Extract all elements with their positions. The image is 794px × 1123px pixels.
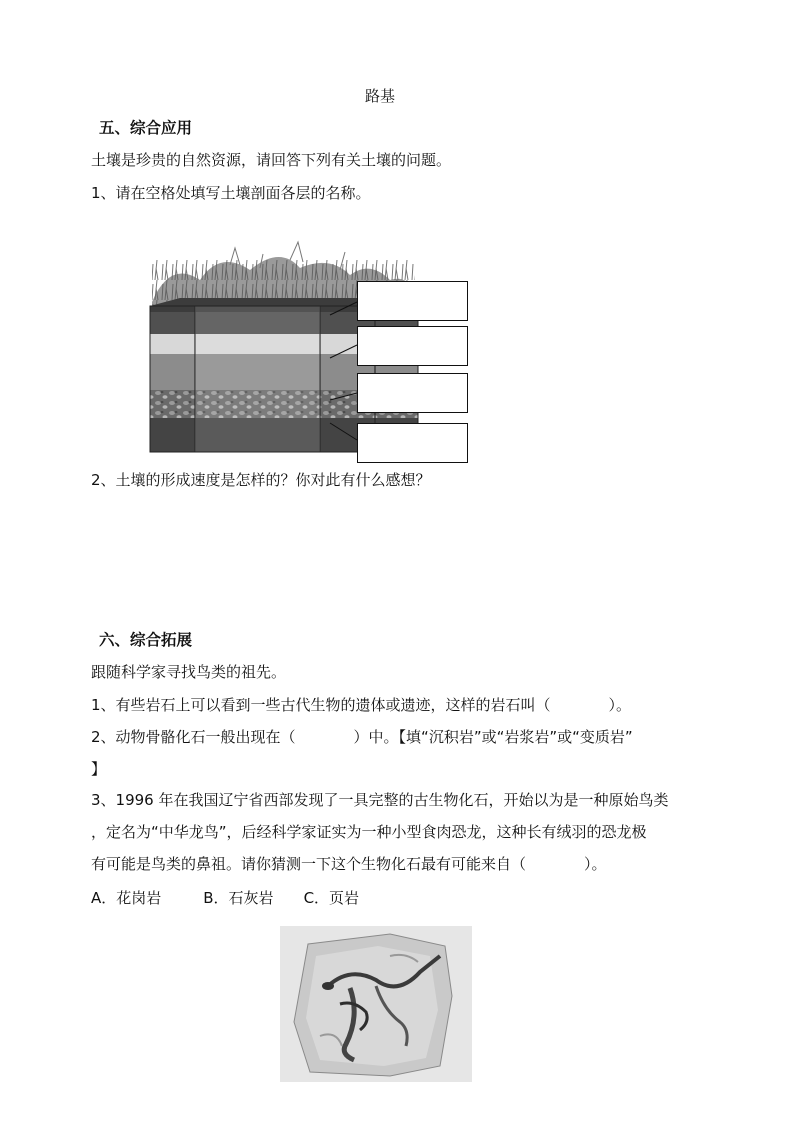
question-1-text: 1、有些岩石上可以看到一些古代生物的遗体或遗迹，这样的岩石叫（ [91, 696, 551, 714]
fossil-photo [280, 926, 472, 1082]
question-3-line-3 [91, 854, 607, 874]
section-5-question-2: 2、土壤的形成速度是怎样的？你对此有什么感想？ [91, 471, 431, 489]
question-3-close: ）。 [584, 855, 607, 873]
section-5-question-1: 1、请在空格处填写土壤剖面各层的名称。 [91, 184, 371, 202]
soil-layer-answer-box-1[interactable] [357, 281, 468, 321]
section-5-intro: 土壤是珍贵的自然资源，请回答下列有关土壤的问题。 [91, 151, 452, 169]
question-3-text: 有可能是鸟类的鼻祖。请你猜测一下这个生物化石最有可能来自（ [91, 855, 527, 873]
question-1-close: ）。 [608, 696, 632, 714]
question-2-rest: ）中。【填“沉积岩”或“岩浆岩”或“变质岩” [353, 728, 633, 746]
question-2-bracket: 】 [91, 760, 107, 778]
question-3-line-2: ，定名为“中华龙鸟”，后经科学家证实为一种小型食肉恐龙，这种长有绒羽的恐龙极 [91, 823, 647, 841]
question-3-line-1: 3、1996 年在我国辽宁省西部发现了一具完整的古生物化石，开始以为是一种原始鸟类 [91, 791, 669, 809]
section-6-question-2 [91, 727, 633, 747]
section-6-title: 六、综合拓展 [99, 631, 193, 649]
page-header: 路基 [364, 87, 395, 105]
option-a[interactable]: A．花岗岩 [91, 889, 162, 907]
section-6-question-1 [91, 695, 631, 715]
section-6-intro: 跟随科学家寻找鸟类的祖先。 [91, 663, 287, 681]
soil-layer-answer-box-3[interactable] [357, 373, 468, 413]
soil-layer-answer-box-2[interactable] [357, 326, 468, 366]
question-2-text: 2、动物骨骼化石一般出现在（ [91, 728, 296, 746]
option-c[interactable]: C．页岩 [303, 889, 360, 907]
question-3-options [91, 888, 359, 908]
soil-layer-answer-box-4[interactable] [357, 423, 468, 463]
section-5-title: 五、综合应用 [99, 119, 193, 137]
option-b[interactable]: B．石灰岩 [203, 889, 274, 907]
